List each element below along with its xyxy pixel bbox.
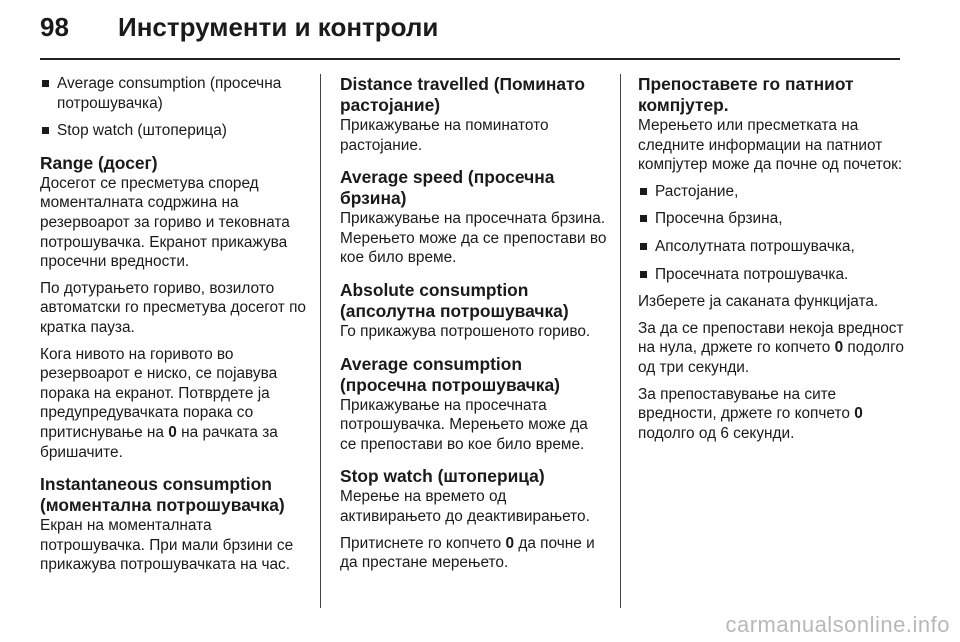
paragraph: Досегот се пресметува според моменталната содржина на резервоарот за гориво и тековната потрошувачка. Екранот прикажува просечни вредности. [40,174,290,271]
section-heading-absolute: Absolute consumption (апсолутна потрошувачка) [340,279,569,321]
list-item: Апсолутната потрошувачка, [638,237,908,257]
paragraph-text: подолго од три секунди. [638,339,904,376]
list-item: Растојание, [638,182,908,202]
section-heading-avg-speed: Average speed (просечна брзина) [340,167,555,209]
paragraph: Изберете ја саканата функцијата. [638,293,879,311]
paragraph [638,385,908,444]
key-zero: 0 [168,423,177,441]
paragraph: Прикажување на просечната брзина. Мерењето може да се препостави во кое било време. [340,210,607,267]
key-zero: 0 [854,405,863,423]
paragraph: Го прикажува потрошеното гориво. [340,322,591,340]
paragraph: Прикажување на просечната потрошувачка. Мерењето може да се препостави во кое било време. [340,396,588,453]
section-heading-range: Range (досег) [40,152,158,173]
page-number: 98 [40,12,69,42]
list-item: Просечната потрошувачка. [638,265,908,285]
column-divider-2 [620,74,621,608]
column-1 [40,74,308,582]
section-heading-distance: Distance travelled (Поминато растојание) [340,74,586,115]
section-heading-avg-consumption: Average consumption (просечна потрошувачка) [340,353,560,395]
paragraph: По дотурањето гориво, возилото автоматски го пресметува досегот по кратка пауза. [40,279,306,336]
column-3 [638,74,908,450]
paragraph: Мерење на времето од активирањето до деактивирањето. [340,488,590,525]
paragraph: Екран на моменталната потрошувачка. При мали брзини се прикажува потрошувачката на час. [40,517,294,574]
paragraph [340,534,608,573]
column-divider-1 [320,74,321,608]
paragraph-text: За препоставување на сите вредности, држете го копчето [638,385,855,423]
header-divider [40,58,900,60]
page-title: Инструменти и контроли [118,12,439,42]
list-item: Просечна брзина, [638,209,908,229]
column-2 [340,74,608,580]
section-heading-instantaneous: Instantaneous consumption (моментална потрошувачка) [40,474,285,516]
key-zero: 0 [834,339,844,357]
paragraph: Мерењето или пресметката на следните информации на патниот компјутер може да почне од почеток: [638,117,903,174]
paragraph [40,345,308,463]
paragraph-text: да почне и да престане мерењето. [340,534,595,572]
watermark: carmanualsonline.info [725,612,950,637]
paragraph-text: Притиснете го копчето [340,534,506,552]
paragraph-text: Кога нивото на горивото во резервоарот е ниско, се појавува порака на екранот. Потврдете ја предупредувачката порака со притиснување на [40,345,278,441]
paragraph: Прикажување на поминатото растојание. [340,117,549,154]
section-heading-reset: Препоставете го патниот компјутер. [638,74,854,115]
list-item: Stop watch (штоперица) [40,121,308,141]
page-header [40,12,920,52]
paragraph [638,319,908,378]
paragraph-text: на рачката за бришачите. [40,423,278,461]
key-zero: 0 [505,534,515,552]
paragraph-text: За да се препостави некоја вредност на нула, држете го копчето [638,319,904,357]
list-item: Average consumption (просечна потрошувачка) [40,74,308,113]
paragraph-text: подолго од 6 секунди. [638,424,795,442]
section-heading-stop-watch: Stop watch (штоперица) [340,466,545,487]
